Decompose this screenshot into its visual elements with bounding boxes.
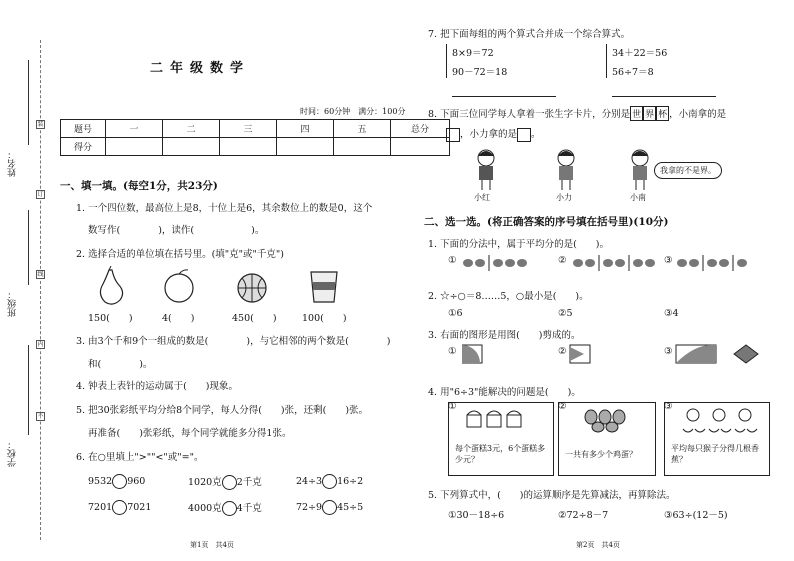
option-label: ① [448,255,457,266]
section1-title: 一、填一填。(每空1分，共23分) [60,180,218,192]
compare-left: 1020克 [188,477,222,488]
basketball-icon [238,274,266,302]
compare-circle[interactable] [222,501,237,516]
binding-mark: 订 [37,191,44,198]
q7-left-eq2: 90－72＝18 [452,67,508,78]
score-cell[interactable] [106,138,163,156]
question-2-pictures [95,266,395,306]
girl-icon [478,150,494,190]
q2-answer-4[interactable]: 100( ) [302,313,347,324]
s2-question-5: 5. 下列算式中，( )的运算顺序是先算减法，再算除法。 [428,490,676,501]
word-card: 世 [630,106,643,121]
name-label: 姓名： [8,150,18,177]
compare-right: 45÷5 [337,502,364,513]
s2-question-1: 1. 下面的分法中，属于平均分的是( )。 [428,239,609,250]
compare-left: 9532 [88,476,113,487]
binding-mark: 线 [37,271,44,278]
score-header-cell: 总分 [391,120,450,138]
compare-row [88,474,145,489]
kid-name: 小南 [630,193,646,202]
orange-icon [165,270,193,302]
score-row-label: 得分 [61,138,106,156]
q2-answer-1[interactable]: 150( ) [88,313,133,324]
s2-q5-option-1[interactable]: ①30－18÷6 [448,510,505,521]
score-cell[interactable] [334,138,391,156]
cut-shapes-illustration [462,343,762,365]
question-4: 4. 钟表上表针的运动属于( )现象。 [76,381,238,392]
option-label: ② [558,346,567,357]
option-label: ③ [664,255,673,266]
question-1-line2: 数写作( )，读作( )。 [88,225,265,236]
score-header-cell: 五 [334,120,391,138]
boy-icon [558,150,574,190]
school-label: 学校： [8,440,18,467]
score-header-cell: 三 [220,120,277,138]
q7-left-eq1: 8×9＝72 [452,48,494,59]
option-text: 一共有多少个鸡蛋？ [565,450,637,459]
question-8-line1 [428,106,726,121]
option-label: ③ [664,346,673,357]
q8-text-d: 。 [531,129,541,140]
option-label: ② [558,401,567,412]
option-text: 每个蛋糕3元，6个蛋糕多少元？ [455,444,546,464]
division-groups-illustration [460,254,780,272]
fruit-icon [463,259,747,267]
q7-right-eq2: 56÷7＝8 [612,67,654,78]
binding-mark: 不 [37,413,44,420]
q7-right-eq1: 34＋22＝56 [612,48,668,59]
score-header-cell: 一 [106,120,163,138]
page-footer-right: 第2页 共4页 [576,541,620,549]
kids-illustration [470,146,670,192]
compare-circle[interactable] [222,475,237,490]
compare-circle[interactable] [322,500,337,515]
compare-circle[interactable] [112,474,127,489]
option-label: ② [558,255,567,266]
egg-basket-icon [577,407,641,433]
score-cell[interactable] [277,138,334,156]
page-title: 二年级数学 [150,61,251,76]
binding-mark: 装 [37,121,44,128]
compare-circle[interactable] [112,500,127,515]
question-8-line2 [446,126,541,142]
brace-right [606,44,607,78]
compare-left: 7201 [88,502,113,513]
compare-left: 4000克 [188,503,222,514]
q2-answer-3[interactable]: 450( ) [232,313,277,324]
option-text: 平均每只猴子分得几根香蕉？ [671,444,759,464]
compare-left: 24÷3 [296,476,323,487]
compare-row [88,500,151,515]
score-table [60,119,450,156]
s2-question-3: 3. 右面的图形是用图( )剪成的。 [428,330,581,341]
question-7: 7. 把下面每组的两个算式合并成一个综合算式。 [428,29,631,40]
section2-title: 二、选一选。(将正确答案的序号填在括号里)(10分) [424,216,669,228]
page-footer-left: 第1页 共4页 [190,541,234,549]
noodle-cup-icon [311,272,337,302]
s2-q4-option-2[interactable] [558,402,656,476]
q7-answer-line-2[interactable] [612,96,716,97]
s2-q4-option-3[interactable] [664,402,770,476]
name-field[interactable] [28,60,29,145]
compare-right: 16÷2 [337,476,364,487]
binding-margin [0,0,56,561]
compare-circle[interactable] [322,474,337,489]
question-5-line2: 再准备( )张彩纸，每个同学就能多分得1张。 [88,428,292,439]
answer-box[interactable] [446,128,460,142]
q8-text-b: ，小南拿的是 [669,109,727,120]
cut-result-icon [734,345,758,363]
s2-q1-option-1[interactable] [448,255,457,266]
option-label: ① [448,346,457,357]
compare-right: 960 [127,476,146,487]
score-table-score-row [61,138,450,156]
q7-answer-line-1[interactable] [452,96,556,97]
compare-row [188,474,262,490]
compare-left: 72÷9 [296,502,323,513]
folded-paper-icon [462,345,482,363]
score-header-cell: 二 [163,120,220,138]
s2-question-2: 2. ☆÷○＝8……5，○最小是( )。 [428,291,589,302]
time-score-info: 时间：60分钟 满分：100分 [300,107,406,116]
score-cell[interactable] [220,138,277,156]
score-cell[interactable] [391,138,450,156]
word-card: 杯 [656,106,669,121]
s2-q2-option-1[interactable]: ①6 [448,308,463,319]
s2-q3-option-1[interactable] [448,346,457,357]
s2-question-4: 4. 用"6÷3"能解决的问题是( )。 [428,387,581,398]
speech-bubble: 我拿的不是界。 [654,162,722,179]
compare-row [188,500,262,516]
question-3-line2: 和( )。 [88,359,153,370]
compare-right: 2千克 [236,477,262,488]
s2-q2-option-3[interactable]: ③4 [664,308,679,319]
compare-right: 4千克 [236,503,262,514]
word-card: 界 [643,106,656,121]
compare-row [296,474,363,489]
answer-box[interactable] [517,128,531,142]
option-label: ① [448,401,457,412]
binding-line [40,40,41,540]
s2-q5-option-2[interactable]: ②72÷8－7 [558,510,609,521]
folded-paper-icon [570,345,590,363]
s2-q5-option-3[interactable]: ③63÷(12－5) [664,510,728,521]
brace-left [446,44,447,78]
binding-mark: 内 [37,341,44,348]
folded-paper-icon [676,345,716,363]
score-header-cell: 题号 [61,120,106,138]
question-5-line1: 5. 把30张彩纸平均分给8个同学，每人分得( )张，还剩( )张。 [76,405,369,416]
question-2: 2. 选择合适的单位填在括号里。(填"克"或"千克") [76,249,284,260]
kid-name: 小红 [474,193,490,202]
q8-text-c: ，小力拿的是 [460,129,518,140]
option-label: ③ [664,401,673,412]
question-6: 6. 在○里填上">""<"或"="。 [76,452,204,463]
pear-icon [100,266,122,304]
q2-answer-2[interactable]: 4( ) [162,313,195,324]
cake-icon [465,407,545,429]
compare-row [296,500,363,515]
boy-icon [632,150,648,190]
s2-q4-option-1[interactable] [448,402,554,476]
score-table-header-row [61,120,450,138]
class-field[interactable] [28,210,29,285]
s2-q2-option-2[interactable]: ②5 [558,308,573,319]
monkeys-bananas-icon [679,407,763,435]
school-field[interactable] [28,345,29,435]
compare-right: 7021 [127,502,152,513]
q8-text-a: 8. 下面三位同学每人拿着一张生字卡片，分别是 [428,109,631,120]
question-1-line1: 1. 一个四位数，最高位上是8，十位上是6，其余数位上的数是0，这个 [76,203,373,214]
question-3-line1: 3. 由3个千和9个一组成的数是( )，与它相邻的两个数是( ) [76,336,391,347]
score-cell[interactable] [163,138,220,156]
kid-name: 小力 [556,193,572,202]
class-label: 班级： [8,290,18,317]
score-header-cell: 四 [277,120,334,138]
